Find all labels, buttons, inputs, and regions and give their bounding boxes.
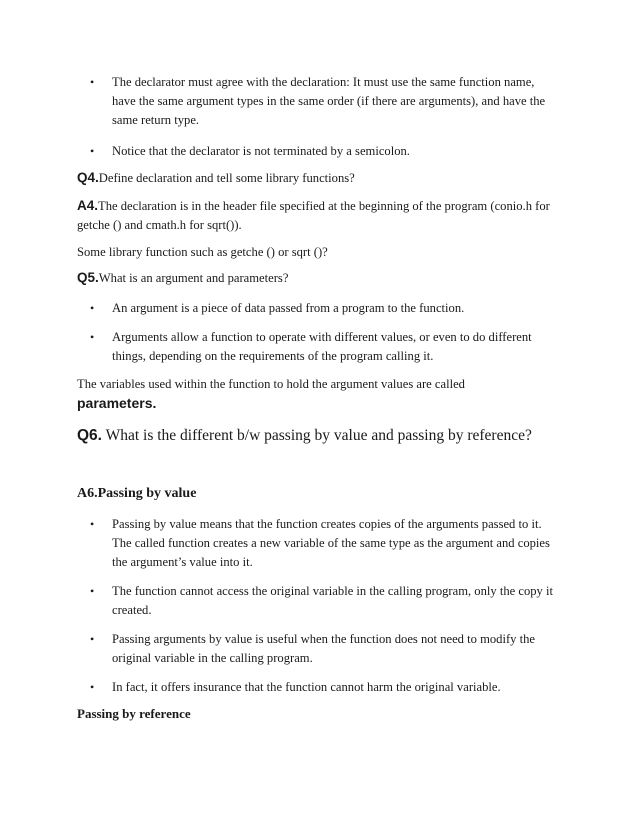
- question-4: Q4.Define declaration and tell some library functions?: [77, 170, 355, 185]
- section-heading-value: A6.Passing by value: [77, 486, 197, 501]
- bullet-icon: •: [90, 680, 95, 694]
- bullet-icon: •: [90, 517, 95, 531]
- list-item: • An argument is a piece of data passed from a program to the function.: [77, 299, 560, 318]
- list-item: • Passing arguments by value is useful when the function does not need to modify the original variable in the calling program.: [90, 632, 535, 665]
- bullet-list-top: [77, 73, 560, 161]
- bullet-list-q5: [77, 299, 560, 366]
- list-item: • The declarator must agree with the declaration: It must use the same function name, have the same argument types in the same order (if there are arguments), and have the same return type.: [90, 75, 546, 127]
- bullet-icon: •: [90, 75, 95, 89]
- question-6: Q6. What is the different b/w passing by value and passing by reference?: [77, 427, 532, 444]
- answer-4-extra: Some library function such as getche () or sqrt ()?: [77, 245, 328, 259]
- bullet-icon: •: [90, 632, 95, 646]
- section-heading-reference: Passing by reference: [77, 706, 191, 721]
- parameters-paragraph: The variables used within the function to hold the argument values are called parameters.: [77, 377, 465, 411]
- list-item: • In fact, it offers insurance that the function cannot harm the original variable.: [77, 678, 560, 697]
- list-item: • Notice that the declarator is not terminated by a semicolon.: [77, 142, 560, 161]
- bullet-icon: •: [90, 301, 95, 315]
- bullet-icon: •: [90, 584, 95, 598]
- bullet-icon: •: [90, 144, 95, 158]
- list-item: • The function cannot access the original variable in the calling program, only the copy it created.: [90, 584, 553, 617]
- list-item: • Arguments allow a function to operate with different values, or even to do different things, depending on the requirements of the program calling it.: [90, 330, 532, 363]
- question-5: Q5.What is an argument and parameters?: [77, 270, 289, 285]
- answer-4: A4.The declaration is in the header file specified at the beginning of the program (conio.h for getche () and cmath.h for sqrt()).: [77, 198, 550, 232]
- list-item: • Passing by value means that the function creates copies of the arguments passed to it. The called function creates a new variable of the same type as the argument and copies the argument’s value into it.: [90, 517, 550, 569]
- bullet-icon: •: [90, 330, 95, 344]
- bullet-list-a6: [77, 515, 560, 697]
